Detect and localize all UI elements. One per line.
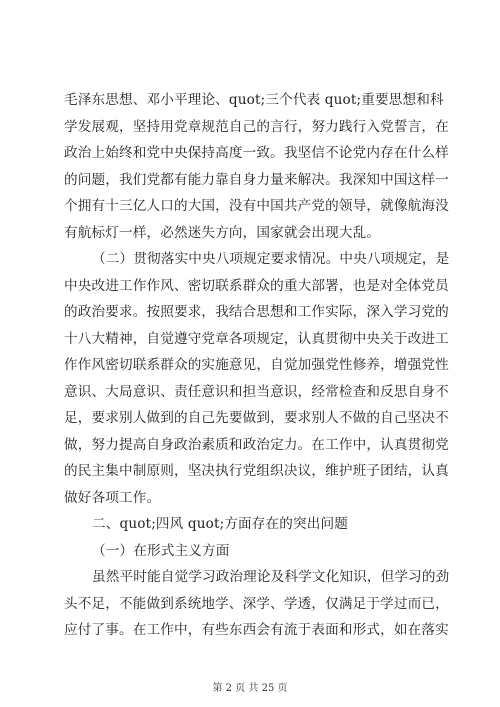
text-line: 政治上始终和党中央保持高度一致。我坚信不论党内存在什么样 (64, 145, 449, 161)
text-line: 二、quot;四风 quot;方面存在的突出问题 (92, 516, 349, 532)
text-line: 虽然平时能自觉学习政治理论及科学文化知识，但学习的劲 (92, 569, 450, 585)
text-line: 有航标灯一样，必然迷失方向，国家就会出现大乱。 (64, 224, 381, 241)
text-line: 足，要求别人做到的自己先要做到，要求别人不做的自己坚决不 (64, 410, 449, 426)
text-line: 中央改进工作作风、密切联系群众的重大部署，也是对全体党员 (64, 277, 449, 294)
text-line: 应付了事。在工作中，有些东西会有流于表面和形式，如在落实 (64, 622, 449, 638)
text-line: 毛泽东思想、邓小平理论、quot;三个代表 quot;重要思想和科 (64, 92, 444, 108)
text-line: 个拥有十三亿人口的大国，没有中国共产党的领导，就像航海没 (64, 198, 449, 214)
document-body (64, 87, 450, 644)
text-line: 的问题，我们党都有能力靠自身力量来解决。我深知中国这样一 (64, 171, 449, 188)
text-line: 学发展观，坚持用党章规范自己的言行，努力践行入党誓言，在 (64, 118, 449, 135)
text-line: 的民主集中制原则，坚决执行党组织决议，维护班子团结，认真 (64, 463, 449, 479)
text-line: （一）在形式主义方面 (92, 542, 230, 559)
text-line: 做好各项工作。 (64, 489, 161, 506)
text-line: 的政治要求。按照要求，我结合思想和工作实际，深入学习党的 (64, 304, 449, 320)
text-line: 作作风密切联系群众的实施意见，自觉加强党性修养，增强党性 (64, 357, 449, 373)
text-line: 做，努力提高自身政治素质和政治定力。在工作中，认真贯彻党 (64, 436, 449, 453)
text-line: 意识、大局意识、责任意识和担当意识，经常检查和反思自身不 (64, 383, 449, 400)
text-line: （二）贯彻落实中央八项规定要求情况。中央八项规定，是 (92, 251, 450, 267)
page-footer: 第 2 页 共 25 页 (212, 683, 288, 694)
text-line: 十八大精神，自觉遵守党章各项规定，认真贯彻中央关于改进工 (64, 330, 449, 347)
text-line: 头不足，不能做到系统地学、深学、学透，仅满足于学过而已， (64, 595, 449, 612)
